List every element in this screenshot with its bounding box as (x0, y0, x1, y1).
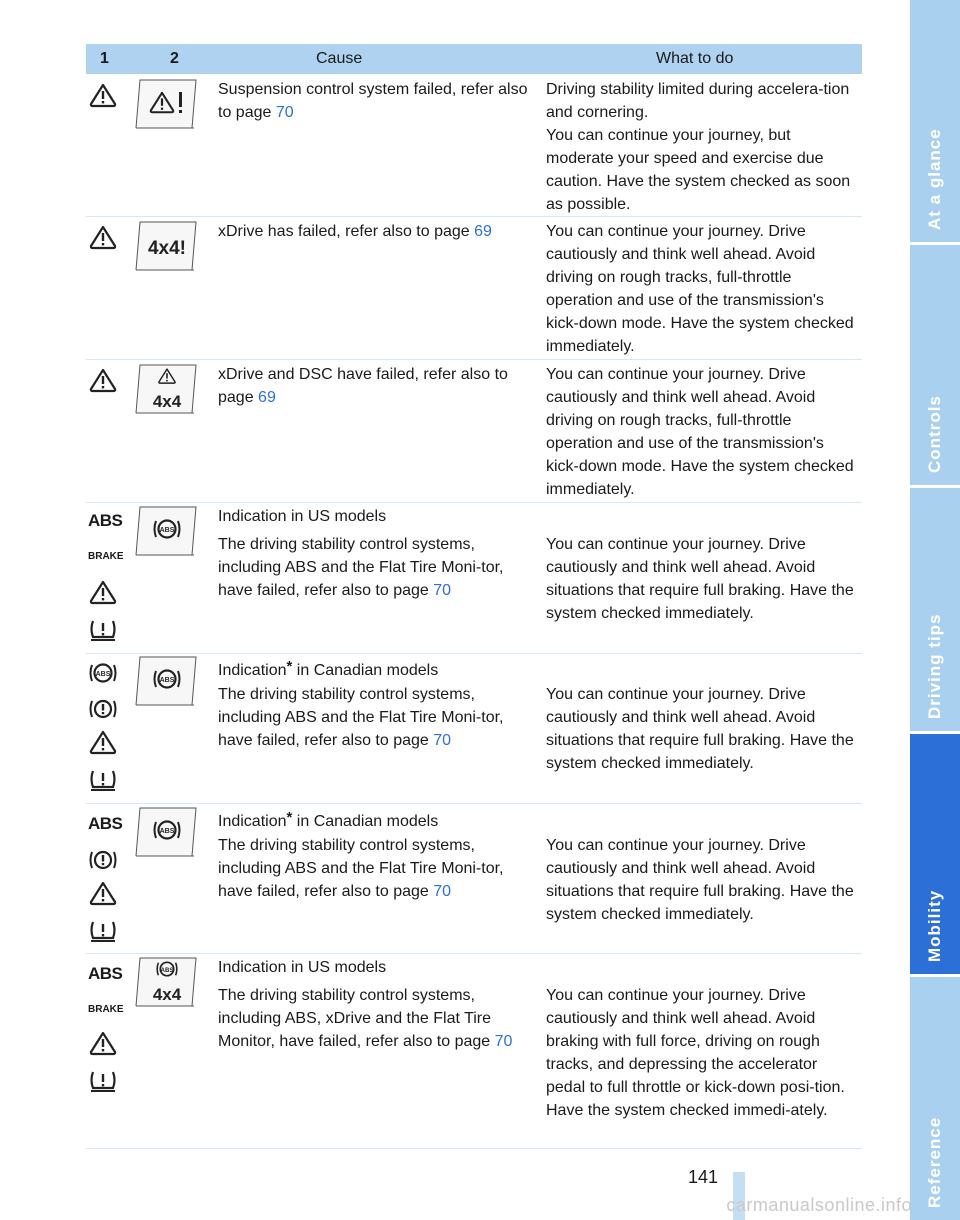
page-link[interactable]: 69 (258, 389, 276, 406)
abs-xdrive-warning-display-icon (134, 956, 198, 1008)
table-row (86, 220, 862, 356)
svg-text:4x4: 4x4 (152, 392, 182, 411)
warning-triangle-icon (88, 224, 118, 252)
brake-circle-warning-icon (88, 846, 118, 874)
svg-text:ABS: ABS (95, 671, 111, 678)
svg-text:4x4: 4x4 (152, 985, 182, 1004)
warning-triangle-icon (88, 1030, 118, 1058)
page-number: 141 (688, 1167, 719, 1187)
what-to-do-text: Driving stability limited during accelera-tion and cornering. You can continue your journey, but moderate your speed and exercise due caution. Have the system checked as soon as possible. (546, 81, 851, 213)
page-link[interactable]: 70 (433, 883, 452, 900)
warning-triangle-icon (88, 82, 118, 110)
what-to-do-text: You can continue your journey. Drive cautiously and think well ahead. Avoid driving on rough tracks, full-throttle operation and use of the transmission's kick-down mode. Have the system checked immediately. (546, 223, 854, 355)
what-to-do-text: You can continue your journey. Drive cautiously and think well ahead. Avoid situations that require full braking. Have the system checked immediately. (546, 536, 854, 622)
row-heading: Indication* in Canadian models (218, 809, 439, 830)
cause-text: The driving stability control systems, including ABS and the Flat Tire Moni-tor, have failed, refer also to page 70 (218, 686, 504, 749)
suspension-warning-display-icon (134, 78, 198, 130)
what-to-do-text: You can continue your journey. Drive cautiously and think well ahead. Avoid situations that require full braking. Have the system checked immediately. (546, 686, 854, 772)
row-divider (86, 803, 862, 804)
flat-tire-warning-icon (88, 916, 118, 944)
cause-text: xDrive and DSC have failed, refer also to page 69 (218, 366, 508, 406)
page-link[interactable]: 69 (474, 223, 492, 240)
row-heading: Indication* in Canadian models (218, 658, 439, 679)
brake-text-icon: BRAKE (88, 1004, 124, 1015)
table-row (86, 363, 862, 499)
flat-tire-warning-icon (88, 1066, 118, 1094)
column-header-what-to-do: What to do (656, 50, 734, 67)
svg-text:4x4!: 4x4! (147, 238, 187, 259)
abs-warning-display-icon (134, 655, 198, 707)
abs-text-icon: ABS (88, 964, 123, 983)
warning-triangle-icon (88, 729, 118, 757)
what-to-do-text: You can continue your journey. Drive cautiously and think well ahead. Avoid situations that require full braking. Have the system checked immediately. (546, 837, 854, 923)
cause-text: The driving stability control systems, including ABS and the Flat Tire Moni-tor, have failed, refer also to page 70 (218, 837, 504, 900)
row-divider (86, 502, 862, 503)
cause-text: The driving stability control systems, including ABS, xDrive and the Flat Tire Monitor, have failed, refer also to page 70 (218, 987, 513, 1050)
svg-text:ABS: ABS (159, 677, 175, 684)
cause-text: The driving stability control systems, including ABS and the Flat Tire Moni-tor, have failed, refer also to page 70 (218, 536, 504, 599)
table-row (86, 505, 862, 650)
table-row (86, 956, 862, 1146)
table-row (86, 655, 862, 800)
table-row (86, 806, 862, 951)
what-to-do-text: You can continue your journey. Drive cautiously and think well ahead. Avoid braking with full force, driving on rough tracks, and depressing the accelerator pedal to full throttle or kick-down posi-tion. Have the system checked immedi-ately. (546, 987, 845, 1119)
page-link[interactable]: 70 (275, 104, 294, 121)
tab-mobility[interactable]: Mobility (910, 734, 960, 974)
xdrive-dsc-warning-display-icon (134, 363, 198, 415)
svg-text:ABS: ABS (159, 527, 175, 534)
svg-text:ABS: ABS (160, 968, 174, 974)
row-heading: Indication in US models (218, 508, 387, 525)
abs-circle-icon (88, 659, 118, 687)
column-header-1: 1 (100, 50, 109, 67)
what-to-do-text: You can continue your journey. Drive cautiously and think well ahead. Avoid driving on rough tracks, full-throttle operation and use of the transmission's kick-down mode. Have the system checked immediately. (546, 366, 854, 498)
page-link[interactable]: 70 (433, 582, 452, 599)
table-row (86, 78, 862, 214)
column-header-cause: Cause (316, 50, 363, 67)
cause-text: xDrive has failed, refer also to page 69 (218, 223, 492, 240)
watermark: carmanualsonline.info (726, 1195, 912, 1215)
cause-text: Suspension control system failed, refer also to page 70 (218, 81, 528, 121)
side-tabs (910, 0, 960, 1220)
xdrive-warning-display-icon (134, 220, 198, 272)
row-heading: Indication in US models (218, 959, 387, 976)
row-divider (86, 953, 862, 954)
tab-controls[interactable]: Controls (910, 245, 960, 485)
abs-text-icon: ABS (88, 511, 123, 530)
abs-warning-display-icon (134, 806, 198, 858)
page-link[interactable]: 70 (494, 1033, 513, 1050)
brake-circle-warning-icon (88, 695, 118, 723)
abs-text-icon: ABS (88, 814, 123, 833)
tab-driving-tips[interactable]: Driving tips (910, 488, 960, 731)
tab-reference[interactable]: Reference (910, 977, 960, 1220)
page-link[interactable]: 70 (433, 732, 452, 749)
brake-text-icon: BRAKE (88, 551, 124, 562)
row-divider (86, 653, 862, 654)
abs-warning-display-icon (134, 505, 198, 557)
row-divider (86, 216, 862, 217)
column-header-2: 2 (170, 50, 179, 67)
row-divider (86, 1148, 862, 1149)
svg-text:ABS: ABS (159, 828, 175, 835)
tab-at-a-glance[interactable]: At a glance (910, 0, 960, 242)
warning-triangle-icon (88, 880, 118, 908)
table-header (86, 44, 862, 74)
row-divider (86, 359, 862, 360)
flat-tire-warning-icon (88, 765, 118, 793)
warning-triangle-icon (88, 367, 118, 395)
flat-tire-warning-icon (88, 615, 118, 643)
warning-triangle-icon (88, 579, 118, 607)
